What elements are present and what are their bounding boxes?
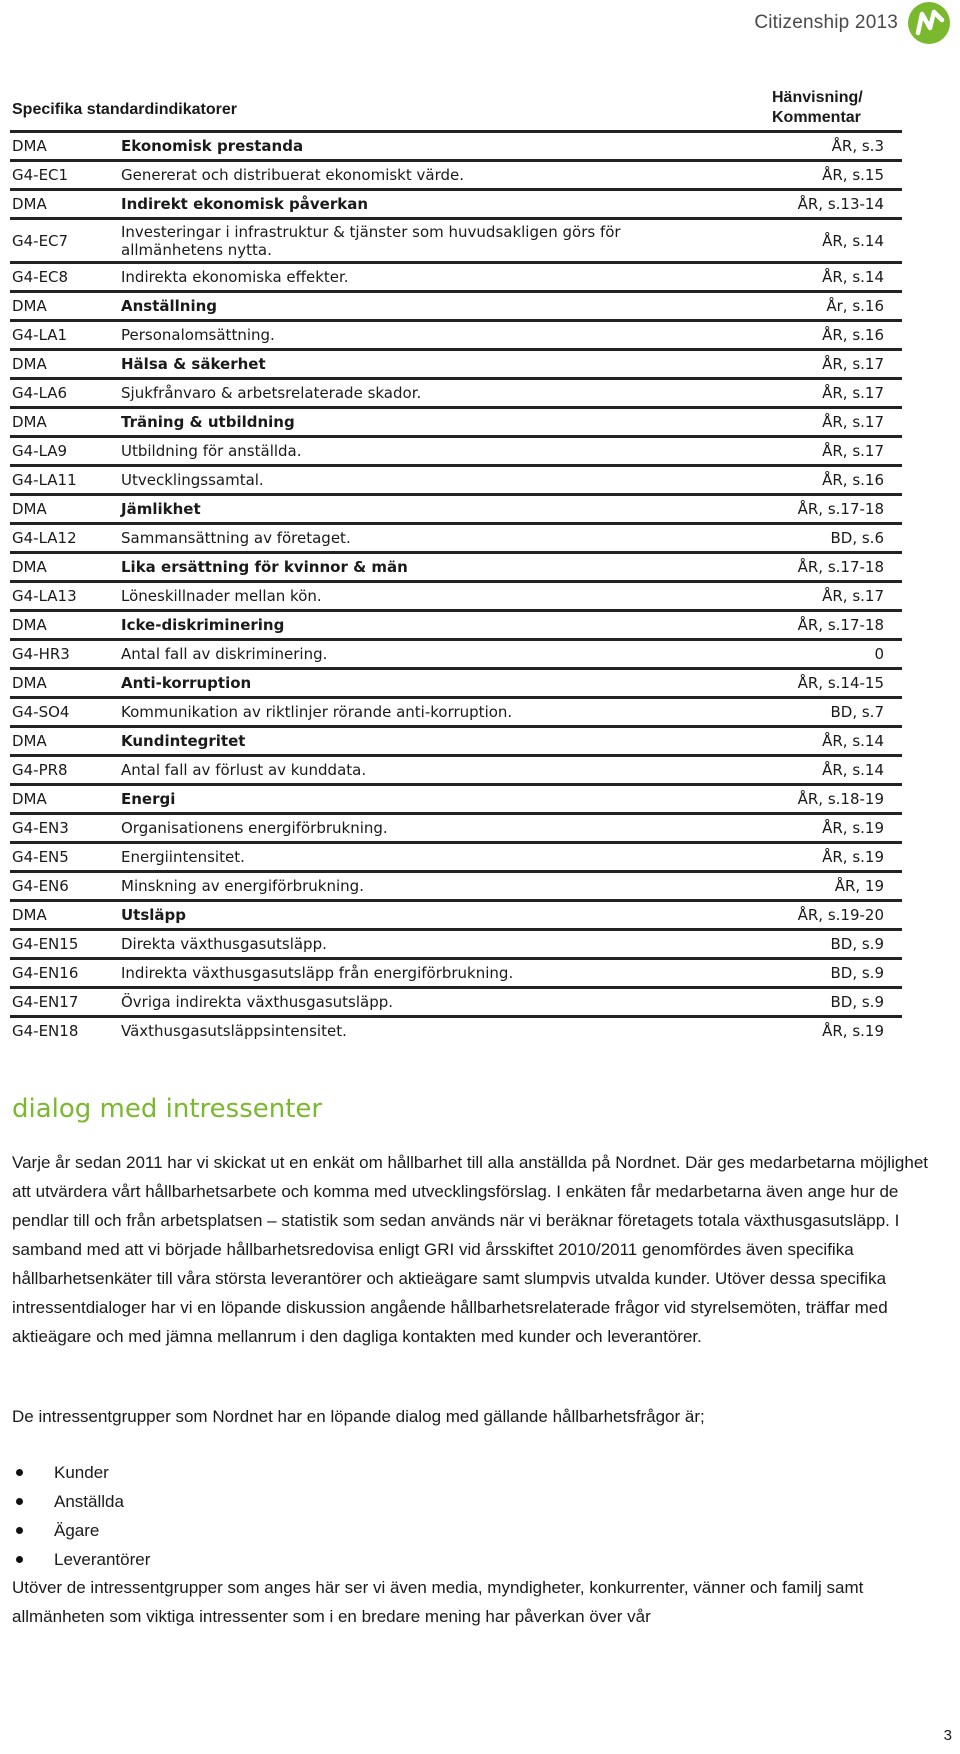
table-row — [10, 583, 902, 612]
indicator-code: DMA — [12, 732, 47, 750]
indicator-code: G4-LA9 — [12, 442, 68, 460]
table-row — [10, 699, 902, 728]
table-row — [10, 264, 902, 293]
indicator-reference: ÅR, s.17-18 — [797, 558, 884, 576]
indicator-description: Ekonomisk prestanda — [121, 137, 304, 155]
indicator-code: DMA — [12, 195, 47, 213]
indicator-code: G4-EN5 — [12, 848, 69, 866]
indicator-code: G4-LA11 — [12, 471, 77, 489]
indicator-description: Utbildning för anställda. — [121, 442, 302, 460]
indicator-description: Jämlikhet — [121, 500, 201, 518]
indicator-description: Övriga indirekta växthusgasutsläpp. — [121, 993, 394, 1011]
table-row — [10, 133, 902, 162]
indicator-reference: BD, s.9 — [830, 964, 884, 982]
indicator-description: Antal fall av diskriminering. — [121, 645, 328, 663]
indicator-reference: ÅR, s.16 — [822, 471, 884, 489]
indicator-description: Icke-diskriminering — [121, 616, 285, 634]
table-row — [10, 786, 902, 815]
table-row — [10, 380, 902, 409]
table-row — [10, 351, 902, 380]
column-header-indicators: Specifika standardindikatorer — [12, 101, 237, 118]
table-row — [10, 220, 902, 264]
indicator-code: DMA — [12, 558, 47, 576]
indicator-code: G4-EN16 — [12, 964, 79, 982]
indicator-reference: ÅR, s.14-15 — [797, 674, 884, 692]
table-row — [10, 293, 902, 322]
bullet-icon — [16, 1556, 23, 1563]
indicator-reference: ÅR, s.17 — [822, 355, 884, 373]
table-row — [10, 191, 902, 220]
stakeholder-group-label: Ägare — [54, 1521, 100, 1540]
indicator-description: Minskning av energiförbrukning. — [121, 877, 364, 895]
indicator-description: Hälsa & säkerhet — [121, 355, 266, 373]
table-row — [10, 525, 902, 554]
indicator-code: DMA — [12, 413, 47, 431]
indicator-code: DMA — [12, 137, 47, 155]
indicator-reference: BD, s.7 — [830, 703, 884, 721]
indicator-code: DMA — [12, 355, 47, 373]
indicator-description: Kundintegritet — [121, 732, 246, 750]
document-header-title: Citizenship 2013 — [754, 12, 898, 33]
bullet-icon — [16, 1498, 23, 1505]
table-row — [10, 1018, 902, 1044]
table-row — [10, 728, 902, 757]
indicator-reference: ÅR, s.17-18 — [797, 500, 884, 518]
indicator-code: G4-EC8 — [12, 268, 69, 286]
indicator-description: Indirekt ekonomisk påverkan — [121, 195, 368, 213]
list-item — [12, 1545, 150, 1574]
table-row — [10, 989, 902, 1018]
list-item — [12, 1458, 150, 1487]
indicator-reference: BD, s.9 — [830, 993, 884, 1011]
stakeholder-group-list — [12, 1458, 150, 1574]
indicator-description: Kommunikation av riktlinjer rörande anti-korruption. — [121, 703, 513, 721]
other-stakeholders-paragraph: Utöver de intressentgrupper som anges här ser vi även media, myndigheter, konkurrenter, vänner och familj samt allmänheten som viktiga intressenter som i en bredare mening har påverkan över vår — [12, 1578, 864, 1626]
indicator-description: Växthusgasutsläppsintensitet. — [121, 1022, 347, 1040]
stakeholder-groups-intro: De intressentgrupper som Nordnet har en löpande dialog med gällande hållbarhetsfrågor är; — [12, 1407, 705, 1426]
bullet-icon — [16, 1527, 23, 1534]
indicator-description: Indirekta växthusgasutsläpp från energiförbrukning. — [121, 964, 514, 982]
indicator-reference: ÅR, s.3 — [831, 137, 884, 155]
list-item — [12, 1487, 150, 1516]
indicator-code: DMA — [12, 297, 47, 315]
indicator-reference: ÅR, s.18-19 — [797, 790, 884, 808]
table-row — [10, 496, 902, 525]
table-row — [10, 902, 902, 931]
indicator-code: G4-EN3 — [12, 819, 69, 837]
page-number: 3 — [943, 1727, 952, 1744]
indicator-code: DMA — [12, 616, 47, 634]
indicator-code: G4-EN17 — [12, 993, 79, 1011]
indicator-code: G4-LA6 — [12, 384, 68, 402]
stakeholder-paragraph: Varje år sedan 2011 har vi skickat ut en enkät om hållbarhet till alla anställda på Nordnet. Där ges medarbetarna möjlighet att utvärdera vårt hållbarhetsarbete och komma med utvecklingsförslag. I enkäten får medarbetarna även ange hur de pendlar till och från arbetsplatsen – statistik som sedan används när vi beräknar företagets totala växthusgasutsläpp. I samband med att vi började hållbarhetsredovisa enligt GRI vid årsskiftet 2010/2011 genomfördes även specifika hållbarhetsenkäter till våra största leverantörer och aktieägare samt slumpvis utvalda kunder. Utöver dessa specifika intressentdialoger har vi en löpande diskussion angående hållbarhetsrelaterade frågor vid styrelsemöten, träffar med aktieägare och med jämna mellanrum i den dagliga kontakten med kunder och leverantörer. — [12, 1153, 928, 1346]
indicator-code: DMA — [12, 674, 47, 692]
table-row — [10, 554, 902, 583]
stakeholder-group-label: Kunder — [54, 1463, 109, 1482]
table-row — [10, 162, 902, 191]
bullet-icon — [16, 1469, 23, 1476]
indicator-description: Utsläpp — [121, 906, 187, 924]
table-row — [10, 612, 902, 641]
indicator-reference: ÅR, s.19-20 — [797, 906, 884, 924]
indicator-reference: ÅR, s.16 — [822, 326, 884, 344]
indicator-description: Lika ersättning för kvinnor & män — [121, 558, 408, 576]
indicator-description: Personalomsättning. — [121, 326, 275, 344]
indicator-reference: 0 — [874, 645, 884, 663]
table-row — [10, 467, 902, 496]
indicator-description: Sjukfrånvaro & arbetsrelaterade skador. — [121, 384, 422, 402]
indicator-description: Anti-korruption — [121, 674, 252, 692]
indicator-reference: ÅR, s.17 — [822, 384, 884, 402]
list-item — [12, 1516, 150, 1545]
indicator-reference: ÅR, 19 — [834, 877, 884, 895]
indicator-reference: ÅR, s.15 — [822, 166, 884, 184]
indicator-description: Indirekta ekonomiska effekter. — [121, 268, 349, 286]
table-row — [10, 670, 902, 699]
indicator-reference: ÅR, s.19 — [822, 1022, 884, 1040]
indicator-reference: ÅR, s.17 — [822, 442, 884, 460]
column-header-reference: Hänvisning/ Kommentar — [772, 89, 863, 126]
indicator-description: Energiintensitet. — [121, 848, 245, 866]
indicator-description: Investeringar i infrastruktur & tjänster som huvudsakligen görs för allmänhetens nytta. — [121, 222, 621, 259]
stakeholder-group-label: Leverantörer — [54, 1550, 151, 1569]
indicator-reference: ÅR, s.17-18 — [797, 616, 884, 634]
indicator-code: G4-PR8 — [12, 761, 68, 779]
table-row — [10, 844, 902, 873]
indicator-reference: BD, s.9 — [830, 935, 884, 953]
indicator-reference: ÅR, s.17 — [822, 587, 884, 605]
table-row — [10, 960, 902, 989]
indicator-code: G4-LA1 — [12, 326, 68, 344]
indicator-description: Organisationens energiförbrukning. — [121, 819, 388, 837]
indicator-description: Direkta växthusgasutsläpp. — [121, 935, 327, 953]
indicator-reference: ÅR, s.19 — [822, 848, 884, 866]
indicator-code: G4-EN6 — [12, 877, 69, 895]
indicator-description: Anställning — [121, 297, 218, 315]
indicator-code: DMA — [12, 500, 47, 518]
gri-indicator-table — [10, 86, 902, 1044]
table-row — [10, 322, 902, 351]
indicator-description: Sammansättning av företaget. — [121, 529, 351, 547]
indicator-reference: ÅR, s.13-14 — [797, 195, 884, 213]
table-row — [10, 815, 902, 844]
indicator-code: DMA — [12, 790, 47, 808]
indicator-description: Träning & utbildning — [121, 413, 295, 431]
indicator-reference: ÅR, s.14 — [822, 268, 884, 286]
indicator-code: G4-LA13 — [12, 587, 77, 605]
table-row — [10, 873, 902, 902]
table-row — [10, 438, 902, 467]
indicator-code: G4-EN18 — [12, 1022, 79, 1040]
indicator-code: G4-EN15 — [12, 935, 79, 953]
indicator-code: G4-HR3 — [12, 645, 70, 663]
indicator-reference: År, s.16 — [826, 297, 884, 315]
table-row — [10, 409, 902, 438]
nordnet-logo-icon — [906, 0, 952, 46]
indicator-code: G4-LA12 — [12, 529, 77, 547]
indicator-description: Löneskillnader mellan kön. — [121, 587, 322, 605]
indicator-code: G4-SO4 — [12, 703, 70, 721]
table-row — [10, 931, 902, 960]
indicator-reference: ÅR, s.14 — [822, 732, 884, 750]
table-row — [10, 757, 902, 786]
indicator-description: Genererat och distribuerat ekonomiskt värde. — [121, 166, 465, 184]
indicator-code: G4-EC7 — [12, 231, 69, 250]
indicator-code: G4-EC1 — [12, 166, 69, 184]
indicator-reference: ÅR, s.14 — [822, 231, 884, 250]
table-header — [10, 86, 902, 133]
indicator-description: Antal fall av förlust av kunddata. — [121, 761, 367, 779]
indicator-description: Utvecklingssamtal. — [121, 471, 264, 489]
section-heading: dialog med intressenter — [12, 1094, 323, 1124]
indicator-code: DMA — [12, 906, 47, 924]
indicator-reference: ÅR, s.17 — [822, 413, 884, 431]
indicator-description: Energi — [121, 790, 176, 808]
table-body — [10, 133, 902, 1044]
indicator-reference: ÅR, s.14 — [822, 761, 884, 779]
table-row — [10, 641, 902, 670]
stakeholder-group-label: Anställda — [54, 1492, 124, 1511]
indicator-reference: ÅR, s.19 — [822, 819, 884, 837]
indicator-reference: BD, s.6 — [830, 529, 884, 547]
